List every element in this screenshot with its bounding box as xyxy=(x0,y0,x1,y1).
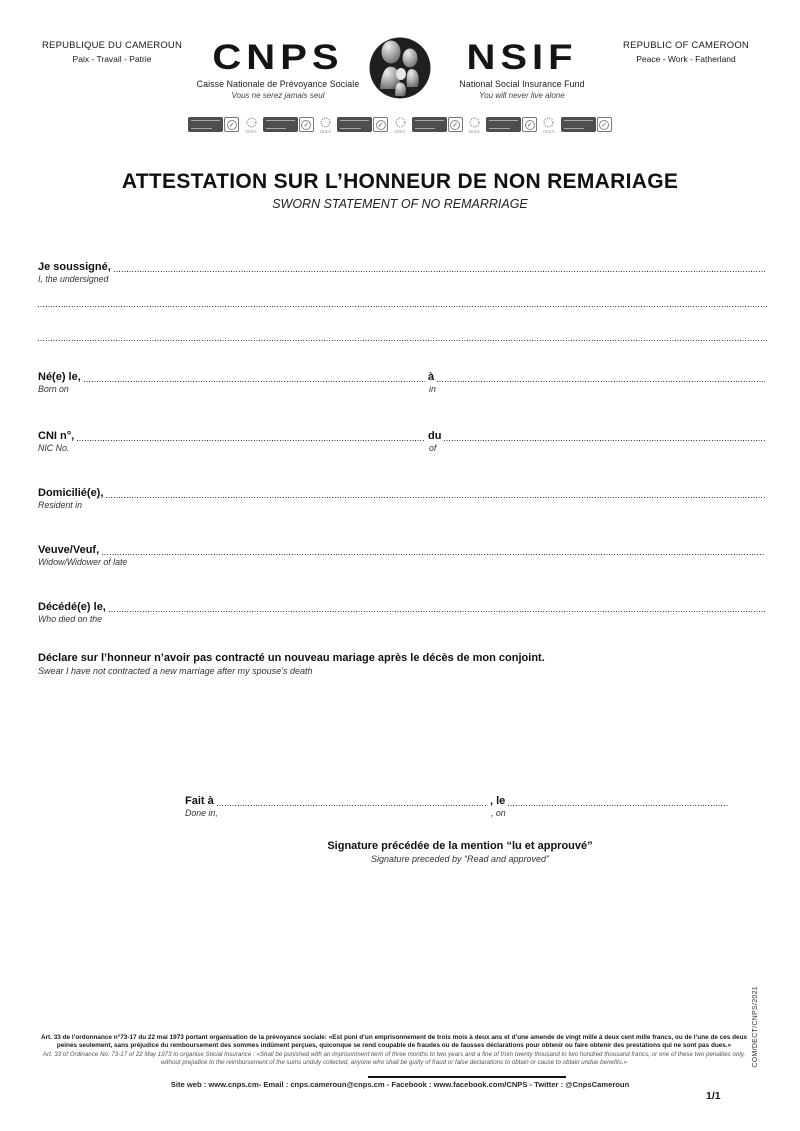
done-in-label-en: Done in, xyxy=(185,808,218,818)
done-in-label-fr: Fait à xyxy=(185,795,214,807)
cnps-slogan-fr: Vous ne serez jamais seul xyxy=(231,91,325,100)
field-undersigned xyxy=(38,261,768,285)
legal-notice-fr: Art. 33 de l’ordonnance n°73-17 du 22 mai 1973 portant organisation de la prévoyance sociale: «Est puni d’un emprisonnement de trois mois à deux ans et d’une amende de vingt mille à deux cent mille francs, ou de l’une de ces deux peines seulement, sans préjudice du remboursement des sommes indûment perçues, quiconque se rend coupable de fraudes ou de fausses déclarations pour obtenir ou faire obtenir des prestations qui ne sont pas dues.» xyxy=(40,1034,748,1049)
done-on-label-en: , on xyxy=(491,808,506,818)
issa-certification-badge xyxy=(337,117,388,132)
undersigned-label-fr: Je soussigné, xyxy=(38,261,111,273)
widow-label-fr: Veuve/Veuf, xyxy=(38,544,100,556)
motto-fr: Paix - Travail - Patrie xyxy=(72,54,152,64)
undersigned-continuation-line-1[interactable] xyxy=(38,297,768,307)
legal-notice-en: Art. 33 of Ordinance No. 73-17 of 22 May 1973 to organise Social Insurance : «Shall be punished with an imprisonment term of three months to two years and a fine of from twenty thousand to two hundred thousand francs, or one of these two penalties only, without prejudice to the reimbursement of the sums unduly collected, anyone who shall be guilty of fraud or false declarations to obtain or cause to obtain undue benefits.» xyxy=(42,1051,746,1066)
issa-wreath-icon: ISSA xyxy=(543,117,554,134)
cnps-logo xyxy=(0,40,800,100)
undersigned-fill-line[interactable] xyxy=(114,263,765,273)
died-on-fill-line[interactable] xyxy=(109,603,765,613)
born-in-label-fr: à xyxy=(428,371,435,383)
nic-number-fill-line[interactable] xyxy=(77,432,425,442)
contact-info-line: Site web : www.cnps.cm- Email : cnps.cameroun@cnps.cm - Facebook : www.facebook.com/CNPS - Twitter : @CnpsCameroun xyxy=(170,1080,630,1089)
issa-certification-badge xyxy=(486,117,537,132)
signature-instruction-en: Signature preceded by “Read and approved” xyxy=(370,854,550,864)
done-on-fill-line[interactable] xyxy=(508,797,729,807)
born-in-label-en: in xyxy=(429,384,436,394)
field-born xyxy=(38,371,768,395)
nsif-slogan-en: You will never live alone xyxy=(479,91,565,100)
issa-wreath-icon: ISSA xyxy=(469,117,480,134)
nic-date-fill-line[interactable] xyxy=(444,432,765,442)
check-seal-icon: ✓ xyxy=(376,120,386,130)
issa-certification-badge xyxy=(561,117,612,132)
field-nic xyxy=(38,430,768,454)
born-in-fill-line[interactable] xyxy=(437,373,765,383)
footer-divider xyxy=(368,1076,566,1078)
cnps-family-emblem-icon xyxy=(369,37,431,99)
widow-fill-line[interactable] xyxy=(102,546,765,556)
born-on-fill-line[interactable] xyxy=(84,373,425,383)
done-on-label-fr: , le xyxy=(490,795,506,807)
nic-date-label-fr: du xyxy=(428,430,442,442)
check-seal-icon: ✓ xyxy=(450,120,460,130)
logo-en-column xyxy=(438,40,606,100)
nsif-full-name: National Social Insurance Fund xyxy=(459,79,585,89)
done-in-fill-line[interactable] xyxy=(217,797,487,807)
check-seal-icon: ✓ xyxy=(525,120,535,130)
issa-wreath-icon: ISSA xyxy=(245,117,256,134)
undersigned-label-en: I, the undersigned xyxy=(38,274,109,284)
check-seal-icon: ✓ xyxy=(599,120,609,130)
field-widow xyxy=(38,544,768,568)
died-on-label-en: Who died on the xyxy=(38,614,103,624)
field-died xyxy=(38,601,768,625)
country-name-fr: REPUBLIQUE DU CAMEROUN xyxy=(41,40,183,51)
signature-instruction-fr: Signature précédée de la mention “lu et approuvé” xyxy=(327,840,593,852)
resident-label-fr: Domicilié(e), xyxy=(38,487,104,499)
nsif-acronym: NSIF xyxy=(466,38,578,77)
nic-number-label-fr: CNI n°, xyxy=(38,430,75,442)
field-resident xyxy=(38,487,768,511)
resident-fill-line[interactable] xyxy=(106,489,765,499)
issa-certification-badge xyxy=(188,117,239,132)
declaration-statement-fr: Déclare sur l’honneur n’avoir pas contracté un nouveau mariage après le décès de mon conjoint. xyxy=(38,652,545,664)
logo-fr-column xyxy=(194,40,362,100)
issa-wreath-icon: ISSA xyxy=(320,117,331,134)
born-on-label-fr: Né(e) le, xyxy=(38,371,81,383)
born-on-label-en: Born on xyxy=(38,384,69,394)
document-title-en: SWORN STATEMENT OF NO REMARRIAGE xyxy=(272,197,528,211)
certification-badge-row xyxy=(0,117,800,134)
nic-number-label-en: NIC No. xyxy=(38,443,70,453)
document-reference: COM/DECT/CNPS/2021 xyxy=(752,986,759,1068)
issa-certification-badge xyxy=(412,117,463,132)
widow-label-en: Widow/Widower of late xyxy=(38,557,128,567)
cnps-full-name: Caisse Nationale de Prévoyance Sociale xyxy=(196,79,360,89)
page-number: 1/1 xyxy=(706,1090,721,1102)
motto-en: Peace - Work - Fatherland xyxy=(636,54,736,64)
resident-label-en: Resident in xyxy=(38,500,83,510)
died-on-label-fr: Décédé(e) le, xyxy=(38,601,106,613)
declaration-statement-en: Swear I have not contracted a new marriage after my spouse’s death xyxy=(38,666,313,676)
legal-notice xyxy=(36,1034,752,1066)
check-seal-icon: ✓ xyxy=(301,120,311,130)
issa-certification-badge xyxy=(263,117,314,132)
field-done-at xyxy=(185,795,732,819)
check-seal-icon: ✓ xyxy=(227,120,237,130)
country-name-en: REPUBLIC OF CAMEROON xyxy=(623,40,749,51)
document-title-fr: ATTESTATION SUR L’HONNEUR DE NON REMARIAGE xyxy=(121,170,679,193)
cnps-acronym: CNPS xyxy=(212,38,344,77)
undersigned-continuation-line-2[interactable] xyxy=(38,331,768,341)
nic-date-label-en: of xyxy=(429,443,437,453)
issa-wreath-icon: ISSA xyxy=(394,117,405,134)
